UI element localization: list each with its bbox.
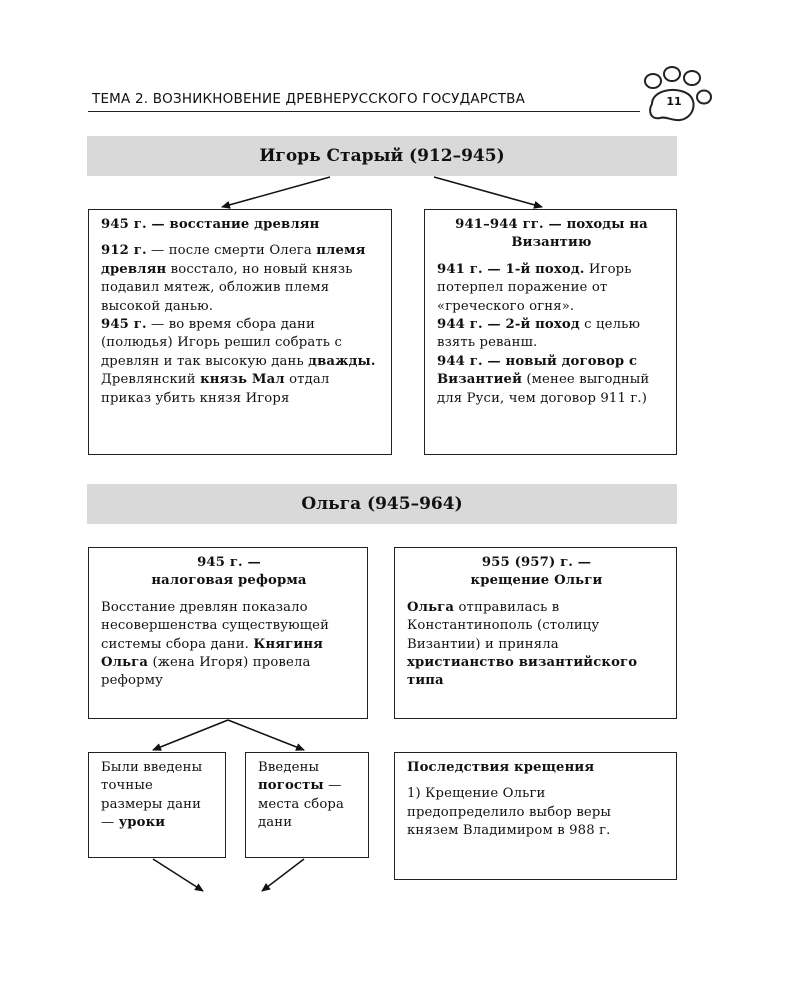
arrow-to-drevlyan xyxy=(222,177,330,207)
baptism-year: 955 (957) г. — xyxy=(481,555,592,570)
tax-reform-text: Восстание древлян показало несовершенства существующей системы сбора дани. Княгиня Ольга (жена Игоря) провела реформу xyxy=(101,599,330,689)
drevlyan-912-paragraph: 912 г. — после смерти Олега племя древлян восстало, но новый князь подавил мятеж, обложив племя высокой данью. xyxy=(101,243,366,314)
baptism-heading: крещение Ольги xyxy=(470,573,603,589)
lessons-text: Были введены точные размеры дани — уроки xyxy=(101,760,203,831)
campaign-944: 944 г. — 2-й поход с целью взять реванш. xyxy=(437,317,641,351)
igor-title: Игорь Старый (912–945) xyxy=(259,146,505,166)
arrow-down-left xyxy=(153,859,203,891)
treaty-944: 944 г. — новый договор с Византией (менее выгодный для Руси, чем договор 911 г.) xyxy=(437,353,650,406)
consequences-heading: Последствия крещения xyxy=(407,760,595,775)
olga-title: Ольга (945–964) xyxy=(301,494,463,514)
campaign-941: 941 г. — 1-й поход. Игорь потерпел поражение от «греческого огня». xyxy=(437,261,632,314)
page-number: 11 xyxy=(666,95,682,108)
arrow-to-lessons xyxy=(153,720,228,750)
consequence-item-1: 1) Крещение Ольги предопределило выбор веры князем Владимиром в 988 г. xyxy=(407,786,612,839)
drevlyan-945-paragraph: 945 г. — во время сбора дани (полюдья) Игорь решил собрать с древлян и так высокую дань дважды. Древлянский князь Мал отдал приказ убить князя Игоря xyxy=(101,317,376,406)
tax-reform-year: 945 г. — xyxy=(197,555,261,570)
arrow-down-right xyxy=(262,859,304,891)
baptism-text: Ольга отправилась в Константинополь (столицу Византии) и приняла христианство византийского типа xyxy=(407,599,638,689)
campaigns-heading: 941–944 гг. — походы на Византию xyxy=(455,217,648,251)
running-header: ТЕМА 2. ВОЗНИКНОВЕНИЕ ДРЕВНЕРУССКОГО ГОСУДАРСТВА xyxy=(92,91,526,107)
arrow-to-campaigns xyxy=(434,177,542,207)
pogosts-text: Введены погосты — места сбора дани xyxy=(258,760,345,831)
drevlyan-heading: 945 г. — восстание древлян xyxy=(101,217,320,232)
arrow-to-pogosts xyxy=(228,720,304,750)
tax-reform-heading: налоговая реформа xyxy=(151,573,307,589)
